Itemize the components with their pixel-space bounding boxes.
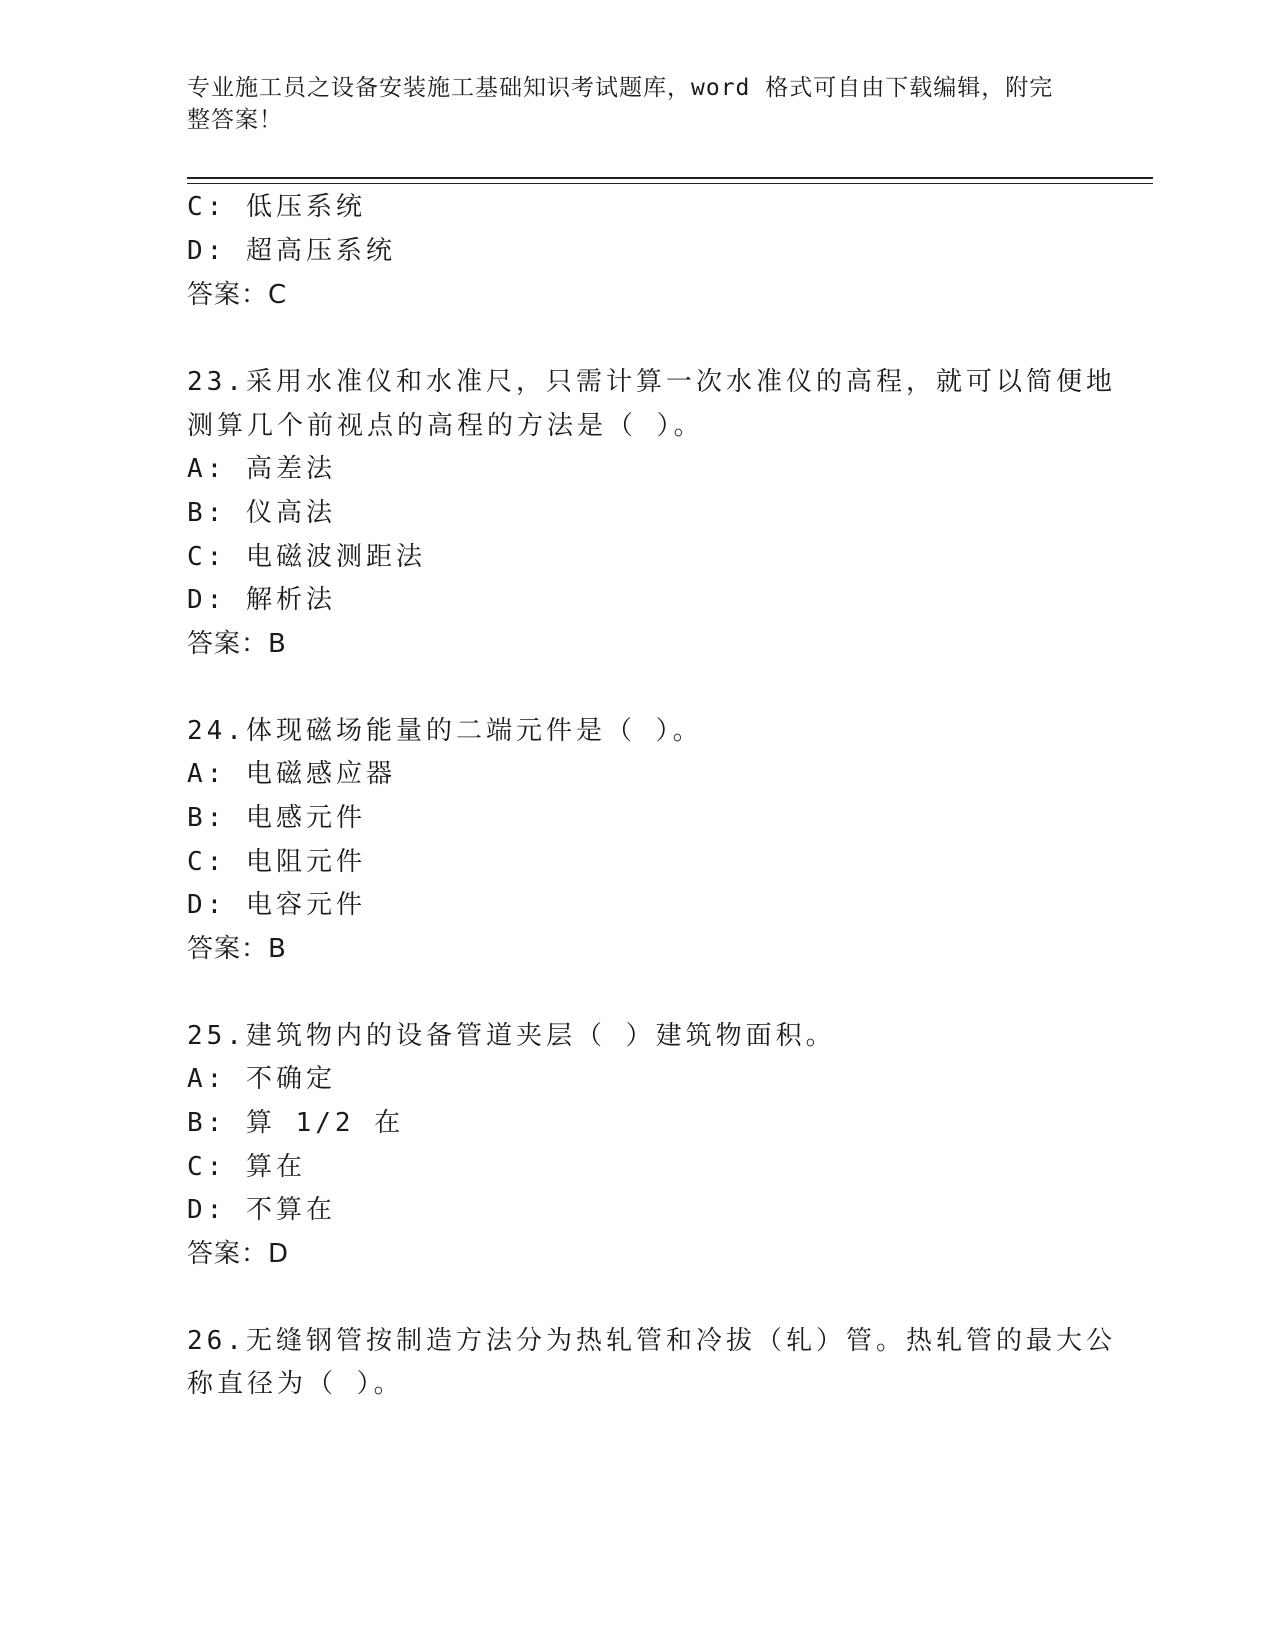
q25-option-d: D: 不算在 (187, 1195, 336, 1225)
header-line-2: 整答案！ (187, 107, 283, 133)
q26-stem-line-1: 26.无缝钢管按制造方法分为热轧管和冷拔（轧）管。热轧管的最大公 (187, 1326, 1116, 1356)
q25-stem-line-1: 25.建筑物内的设备管道夹层（ ）建筑物面积。 (187, 1021, 836, 1051)
header-divider-thick (187, 177, 1153, 179)
q25-option-c: C: 算在 (187, 1152, 306, 1182)
q24-option-d: D: 电容元件 (187, 890, 366, 920)
q24-answer: 答案：B (187, 934, 287, 964)
prev-option-d: D: 超高压系统 (187, 236, 396, 266)
prev-option-c: C: 低压系统 (187, 192, 366, 222)
q26-stem-line-2: 称直径为（ ）。 (187, 1369, 404, 1399)
q23-option-b: B: 仪高法 (187, 498, 336, 528)
document-header (187, 72, 1067, 136)
q23-answer: 答案：B (187, 629, 287, 659)
q25-option-a: A: 不确定 (187, 1064, 336, 1094)
prev-answer: 答案：C (187, 280, 288, 310)
q24-option-a: A: 电磁感应器 (187, 759, 396, 789)
q23-option-d: D: 解析法 (187, 585, 336, 615)
q24-stem-line-1: 24.体现磁场能量的二端元件是（ ）。 (187, 716, 703, 746)
q23-option-a: A: 高差法 (187, 454, 336, 484)
q25-option-b: B: 算 1/2 在 (187, 1108, 405, 1138)
q25-answer: 答案：D (187, 1239, 290, 1269)
q23-stem-line-1: 23.采用水准仪和水准尺，只需计算一次水准仪的高程，就可以简便地 (187, 367, 1116, 397)
q24-option-c: C: 电阻元件 (187, 847, 366, 877)
header-line-1: 专业施工员之设备安装施工基础知识考试题库，word 格式可自由下载编辑，附完 (187, 75, 1054, 101)
q23-stem-line-2: 测算几个前视点的高程的方法是（ ）。 (187, 411, 704, 441)
header-divider-thin (187, 183, 1153, 184)
q23-option-c: C: 电磁波测距法 (187, 542, 426, 572)
q24-option-b: B: 电感元件 (187, 803, 366, 833)
